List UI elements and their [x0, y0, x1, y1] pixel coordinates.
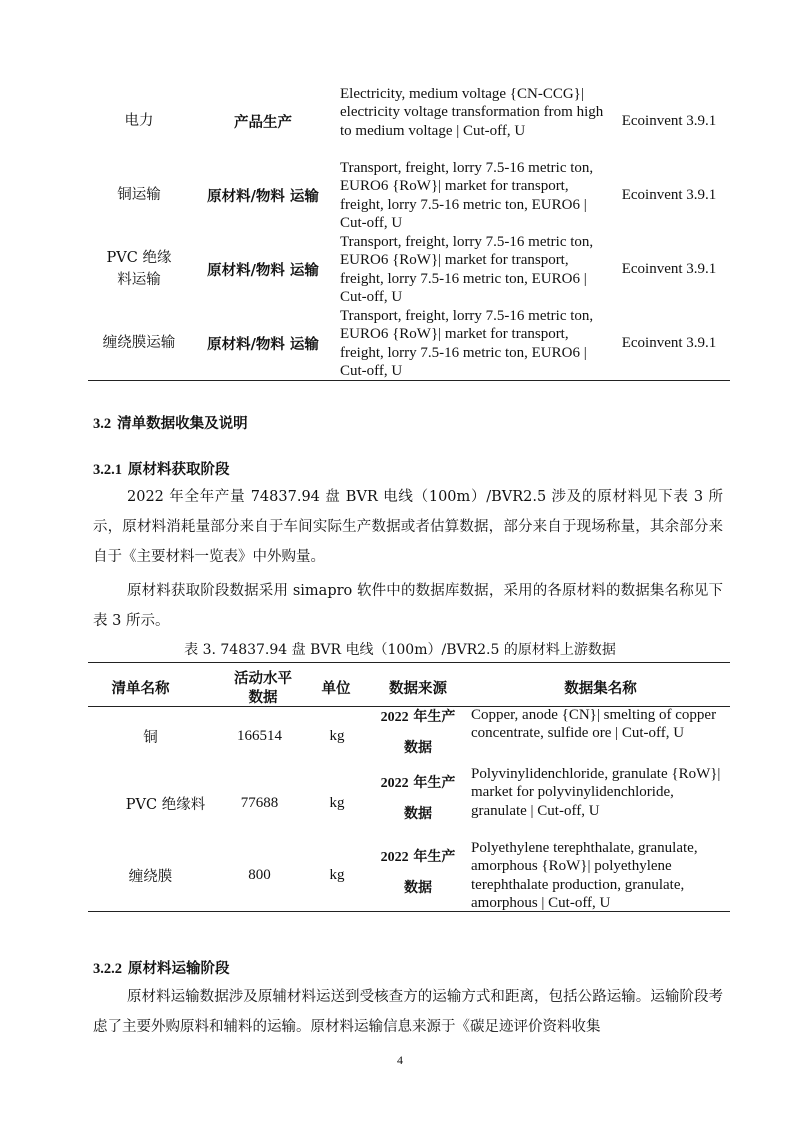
table-caption: 表 3. 74837.94 盘 BVR 电线（100m）/BVR2.5 的原材料上游数据: [184, 642, 616, 658]
inventory-name-cell: 铜运输: [117, 187, 161, 203]
page-number: 4: [397, 1053, 403, 1067]
dataset-cell: Polyethylene terephthalate, granulate, amorphous {RoW}| polyethylene terephthalate production, granulate, amorphous | Cut-off, U: [471, 840, 698, 912]
source-year: 2022: [380, 776, 409, 791]
source-suffix: 年生产: [408, 775, 456, 791]
table-bottom-rule: [88, 911, 730, 912]
database-cell: Ecoinvent 3.9.1: [621, 186, 717, 203]
material-name-cell: 铜: [143, 729, 158, 746]
source-line: 数据: [404, 806, 432, 822]
column-header-source: 数据来源: [389, 679, 447, 697]
source-line: 数据: [404, 740, 432, 756]
inventory-name-cell: 缠绕膜运输: [102, 335, 176, 351]
source-cell: [370, 842, 466, 903]
source-line: [370, 842, 466, 873]
amount-cell: 800: [248, 866, 271, 883]
stage-cell: 原材料/物料 运输: [207, 335, 319, 353]
dataset-cell: Copper, anode {CN}| smelting of copper concentrate, sulfide ore | Cut-off, U: [471, 707, 717, 742]
inventory-name-cell: [88, 232, 190, 306]
database-cell: Ecoinvent 3.9.1: [621, 334, 717, 351]
table-row: [88, 232, 730, 306]
section-number: 3.2.2: [93, 961, 122, 977]
table-top-rule: [88, 662, 730, 663]
table-row: [88, 84, 730, 158]
source-suffix: 年生产: [408, 709, 456, 725]
section-heading-3-2: [93, 412, 248, 433]
section-number: 3.2: [93, 416, 112, 432]
source-line: [370, 768, 466, 799]
dataset-cell: Polyvinylidenchloride, granulate {RoW}| market for polyvinylidenchloride, granulate | Cut-off, U: [471, 766, 721, 819]
stage-cell: 原材料/物料 运输: [207, 187, 319, 205]
source-line: 数据: [404, 880, 432, 896]
source-cell: [370, 702, 466, 763]
column-header-unit: 单位: [321, 679, 351, 697]
unit-cell: kg: [329, 794, 345, 811]
source-year: 2022: [380, 710, 409, 725]
table-row: [88, 158, 730, 232]
section-number: 3.2.1: [93, 462, 122, 478]
source-suffix: 年生产: [408, 849, 456, 865]
database-cell: Ecoinvent 3.9.1: [621, 112, 717, 129]
amount-cell: 77688: [240, 794, 279, 811]
material-name-cell: 缠绕膜: [128, 868, 173, 885]
paragraph: 原材料获取阶段数据采用 simapro 软件中的数据库数据，采用的各原材料的数据集名称见下表 3 所示。: [93, 583, 723, 629]
column-header-activity: [213, 668, 313, 708]
column-header-dataset: 数据集名称: [564, 679, 637, 697]
unit-cell: kg: [329, 866, 345, 883]
source-cell: [370, 768, 466, 829]
dataset-cell: Electricity, medium voltage {CN-CCG}| electricity voltage transformation from high to medium voltage | Cut-off, U: [340, 86, 604, 139]
column-header-name: 清单名称: [111, 679, 170, 697]
amount-cell: 166514: [237, 727, 282, 744]
section-title: 原材料获取阶段: [128, 461, 230, 478]
header-line: 活动水平: [234, 670, 292, 687]
material-name-cell: PVC 绝缘料: [125, 796, 206, 813]
unit-cell: kg: [329, 727, 345, 744]
database-cell: Ecoinvent 3.9.1: [621, 260, 717, 277]
header-line: 数据: [248, 689, 278, 706]
inventory-name-cell: 电力: [124, 113, 154, 129]
section-heading-3-2-2: [93, 957, 230, 978]
paragraph: 2022 年全年产量 74837.94 盘 BVR 电线（100m）/BVR2.5 涉及的原材料见下表 3 所示，原材料消耗量部分来自于车间实际生产数据或者估算数据，部分来自于现场称量，其余部分来自于《主要材料一览表》中外购量。: [93, 489, 723, 565]
paragraph: 原材料运输数据涉及原辅材料运送到受核查方的运输方式和距离，包括公路运输。运输阶段考虑了主要外购原料和辅料的运输。原材料运输信息来源于《碳足迹评价资料收集: [93, 989, 723, 1035]
stage-cell: 产品生产: [234, 113, 292, 131]
inventory-name-text: PVC 绝缘料运输: [106, 250, 172, 288]
table-row: [88, 306, 730, 380]
dataset-cell: Transport, freight, lorry 7.5-16 metric ton, EURO6 {RoW}| market for transport, freight, lorry 7.5-16 metric ton, EURO6 | Cut-off, U: [340, 234, 594, 306]
source-year: 2022: [380, 850, 409, 865]
dataset-cell: Transport, freight, lorry 7.5-16 metric ton, EURO6 {RoW}| market for transport, freight, lorry 7.5-16 metric ton, EURO6 | Cut-off, U: [340, 308, 594, 380]
source-line: [370, 702, 466, 733]
dataset-cell: Transport, freight, lorry 7.5-16 metric ton, EURO6 {RoW}| market for transport, freight, lorry 7.5-16 metric ton, EURO6 | Cut-off, U: [340, 160, 594, 232]
table-bottom-rule: [88, 380, 730, 381]
section-title: 清单数据收集及说明: [117, 415, 248, 432]
section-heading-3-2-1: [93, 458, 230, 479]
section-title: 原材料运输阶段: [128, 960, 230, 977]
stage-cell: 原材料/物料 运输: [207, 261, 319, 279]
